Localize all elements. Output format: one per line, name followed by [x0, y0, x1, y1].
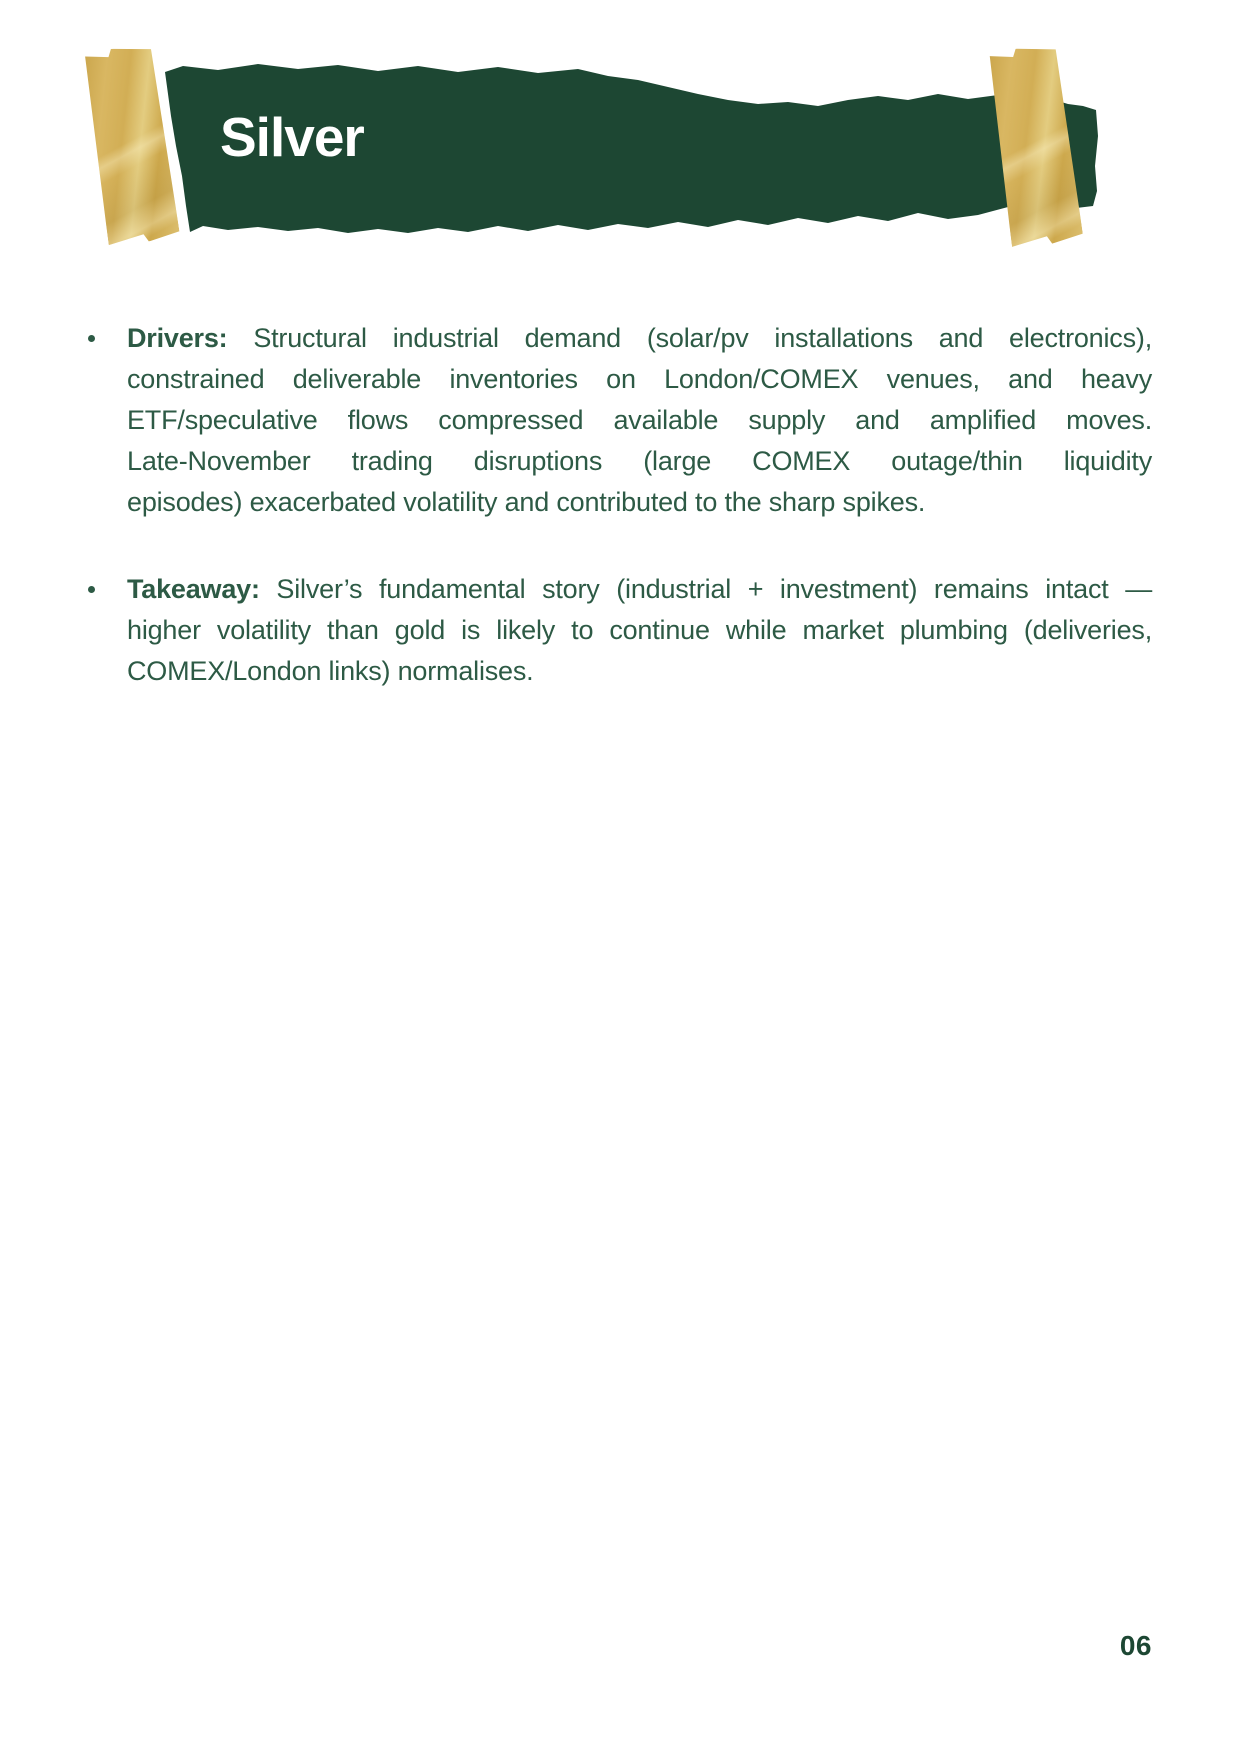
bullet-marker: [85, 569, 127, 593]
bullet-label: Takeaway:: [127, 574, 260, 604]
bullet-label: Drivers:: [127, 323, 228, 353]
page-title: Silver: [220, 106, 364, 168]
silver-banner: [0, 0, 1241, 260]
bullet-line: Late-November trading disruptions (large COMEX outage/thin liquidity: [127, 446, 1152, 476]
bullet-dot-icon: [88, 335, 95, 342]
bullet-list: [85, 318, 1152, 692]
bullet-line: COMEX/London links) normalises.: [127, 656, 534, 686]
bullet-body: [127, 569, 1152, 692]
bullet-line: ETF/speculative flows compressed available supply and amplified moves.: [127, 405, 1152, 435]
page-number: 06: [1119, 1630, 1152, 1661]
bullet-body: [127, 318, 1152, 523]
bullet-line: Takeaway: Silver’s fundamental story (industrial + investment) remains intact —: [127, 574, 1152, 604]
bullet-line: Drivers: Structural industrial demand (solar/pv installations and electronics),: [127, 323, 1152, 353]
bullet-marker: [85, 318, 127, 342]
bullet-line: higher volatility than gold is likely to continue while market plumbing (deliveries,: [127, 615, 1152, 645]
bullet-item: [85, 569, 1152, 692]
bullet-line: episodes) exacerbated volatility and contributed to the sharp spikes.: [127, 487, 926, 517]
bullet-dot-icon: [88, 586, 95, 593]
bullet-item: [85, 318, 1152, 523]
bullet-line: constrained deliverable inventories on London/COMEX venues, and heavy: [127, 364, 1152, 394]
